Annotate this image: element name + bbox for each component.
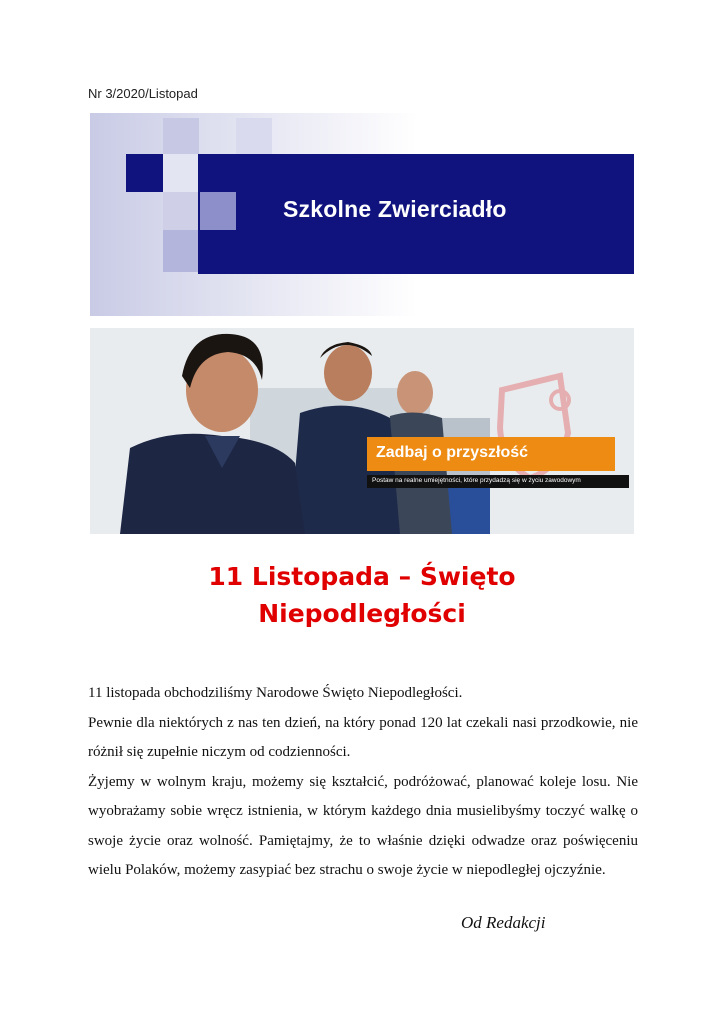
masthead-square [163,154,199,192]
issue-number: Nr 3/2020/Listopad [88,86,198,101]
article-headline [90,558,634,632]
masthead-square [200,192,236,230]
cta-subtitle: Postaw na realne umiejętności, które przydadzą się w życiu zawodowym [372,477,581,484]
article-signature: Od Redakcji [461,913,546,932]
masthead-square [236,118,272,154]
headline-line-1: 11 Listopada – Święto [208,562,516,591]
masthead-square [163,118,199,154]
masthead-square [163,192,199,230]
masthead-square [163,230,199,272]
students-photo [90,328,634,534]
article-paragraph: Pewnie dla niektórych z nas ten dzień, na który ponad 120 lat czekali nasi przodkowie, nie różnił się zupełnie niczym od codzienności. [88,714,638,760]
article-paragraph: Żyjemy w wolnym kraju, możemy się kształcić, podróżować, planować koleje losu. Nie wyobrażamy sobie wręcz istnienia, w którym każdego dnia musielibyśmy toczyć walkę o swoje życie oraz wolność. Pamiętajmy, że to właśnie dzięki odwadze oraz poświęceniu wielu Polaków, możemy zasypiać bez strachu o swoje życie w niepodległej ojczyźnie. [88,773,638,878]
masthead-title: Szkolne Zwierciadło [283,196,507,222]
students-photo-banner [90,328,634,534]
masthead-square [126,154,163,192]
headline-line-2: Niepodległości [258,599,466,628]
article-paragraph: 11 listopada obchodziliśmy Narodowe Święto Niepodległości. [88,685,463,701]
cta-title: Zadbaj o przyszłość [376,444,529,461]
article-body [88,679,638,886]
